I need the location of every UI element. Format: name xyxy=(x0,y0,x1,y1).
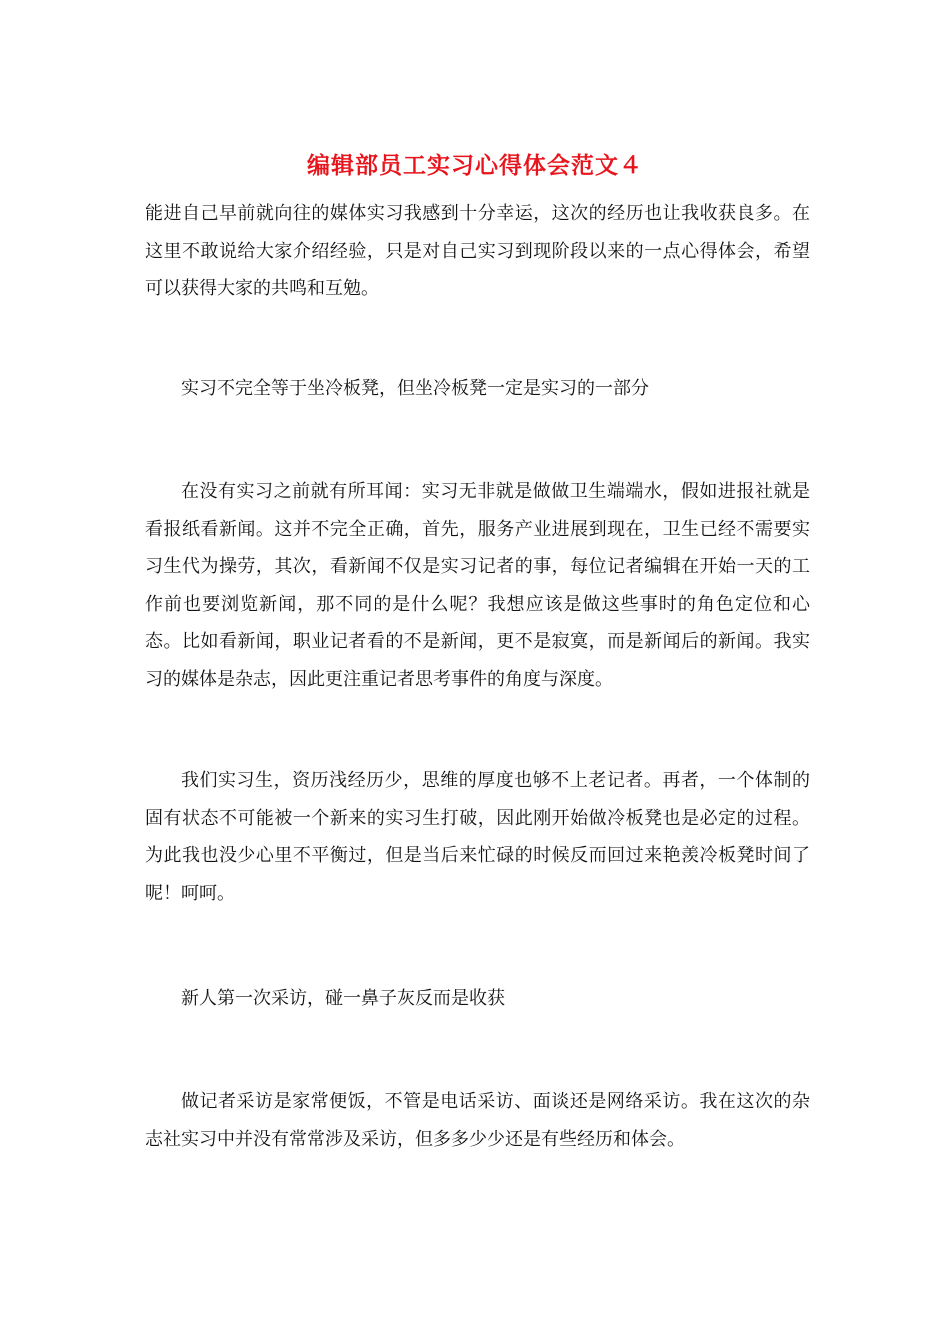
document-title: 编辑部员工实习心得体会范文４ xyxy=(307,152,643,179)
intro-paragraph: 能进自己早前就向往的媒体实习我感到十分幸运，这次的经历也让我收获良多。在这里不敢说给大家介绍经验，只是对自己实习到现阶段以来的一点心得体会，希望可以获得大家的共鸣和互勉。 xyxy=(145,203,810,299)
section-heading-1: 实习不完全等于坐冷板凳，但坐冷板凳一定是实习的一部分 xyxy=(181,378,649,399)
body-paragraph-2: 我们实习生，资历浅经历少，思维的厚度也够不上老记者。再者，一个体制的固有状态不可能被一个新来的实习生打破，因此刚开始做冷板凳也是必定的过程。为此我也没少心里不平衡过，但是当后来忙碌的时候反而回过来艳羡冷板凳时间了呢！呵呵。 xyxy=(145,770,810,904)
section-heading-2: 新人第一次采访，碰一鼻子灰反而是收获 xyxy=(181,988,505,1009)
body-paragraph-1: 在没有实习之前就有所耳闻：实习无非就是做做卫生端端水，假如进报社就是看报纸看新闻。这并不完全正确，首先，服务产业进展到现在，卫生已经不需要实习生代为操劳，其次，看新闻不仅是实习记者的事，每位记者编辑在开始一天的工作前也要浏览新闻，那不同的是什么呢？我想应该是做这些事时的角色定位和心态。比如看新闻，职业记者看的不是新闻，更不是寂寞，而是新闻后的新闻。我实习的媒体是杂志，因此更注重记者思考事件的角度与深度。 xyxy=(145,481,810,690)
body-paragraph-3: 做记者采访是家常便饭，不管是电话采访、面谈还是网络采访。我在这次的杂志社实习中并没有常常涉及采访，但多多少少还是有些经历和体会。 xyxy=(145,1091,810,1150)
